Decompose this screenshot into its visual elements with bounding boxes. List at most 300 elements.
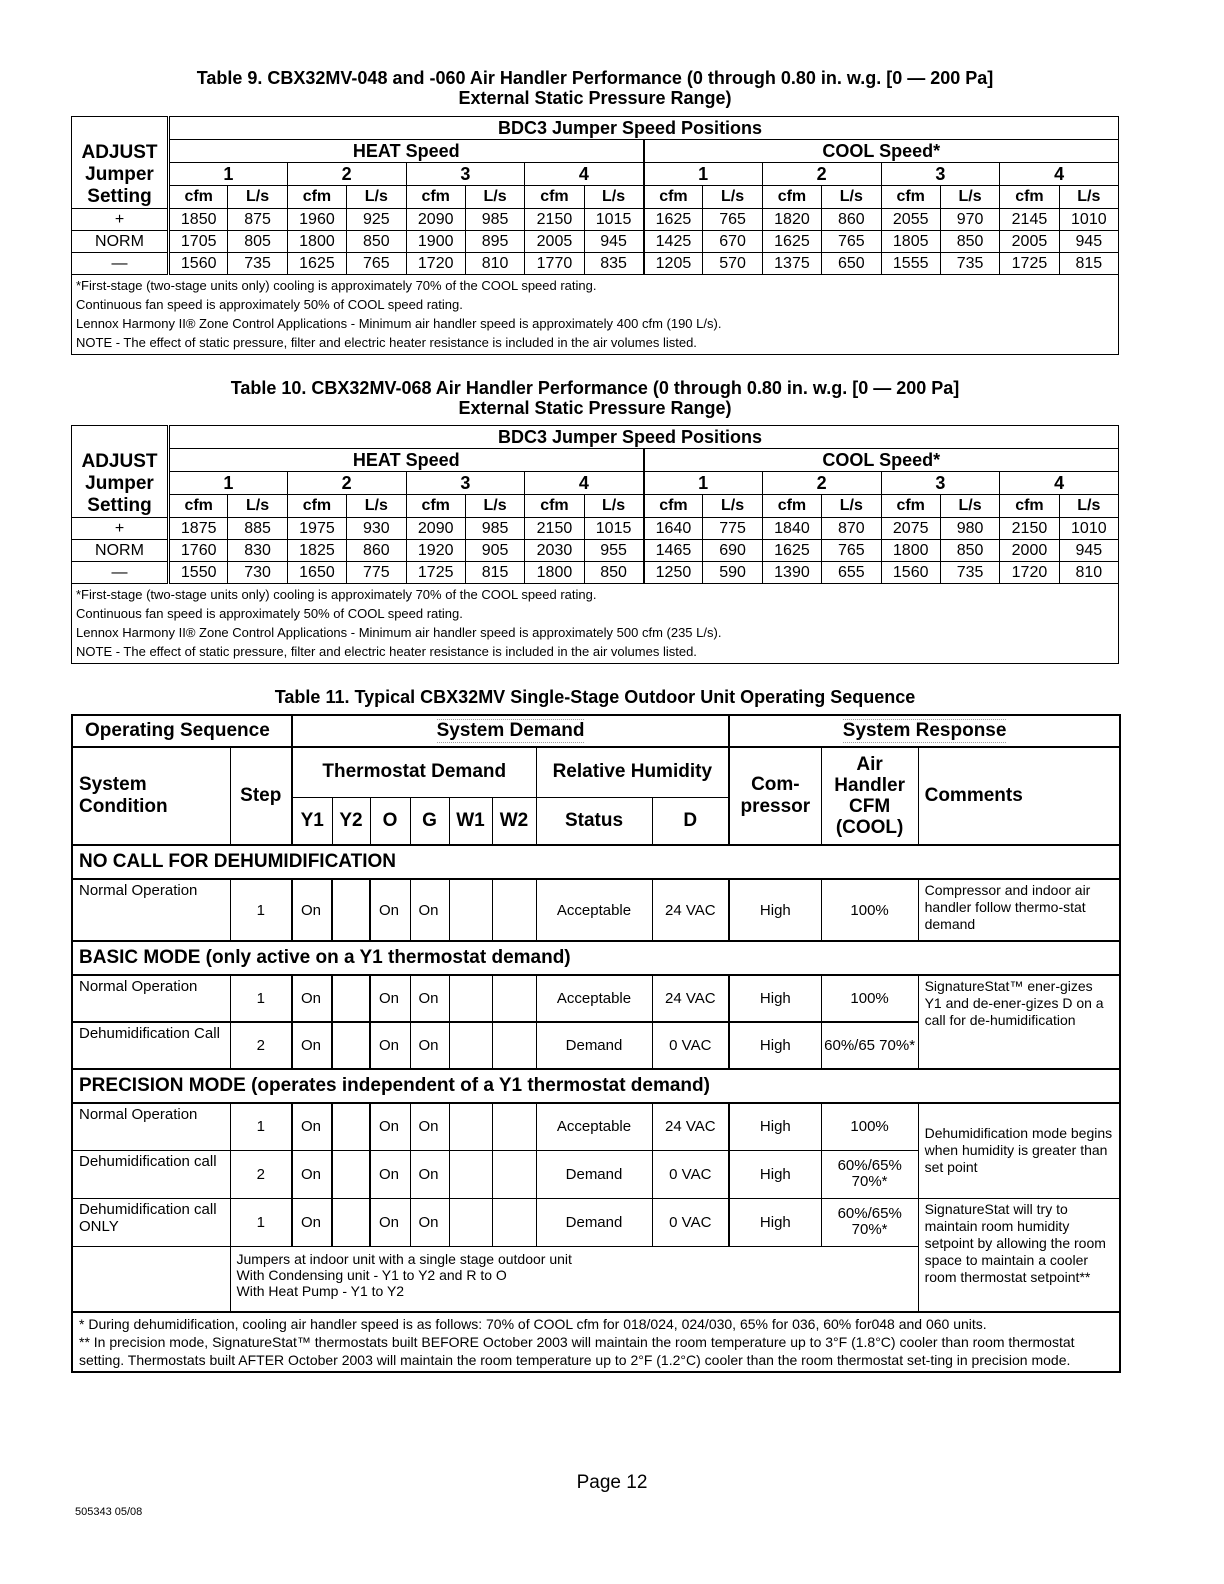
unit-header: cfm [287,186,346,209]
table10-caption [70,378,1120,418]
table-row [72,209,1119,231]
value-cell: 2090 [406,209,465,231]
table-row [72,231,1119,253]
d-cell: 24 VAC [652,975,729,1022]
value-cell: 670 [703,231,762,253]
speed-3-header: 3 [881,472,1000,495]
value-cell: 1010 [1059,518,1118,540]
system-response-header [729,715,1120,747]
table9-caption-line1: Table 9. CBX32MV-048 and -060 Air Handler Performance (0 through 0.80 in. w.g. [0 — 200 Pa] [196,68,994,88]
value-cell: 985 [465,209,524,231]
step-cell: 1 [230,879,292,941]
cfm-cell: 100% [821,975,918,1022]
value-cell: 885 [228,518,287,540]
operating-sequence-header [72,715,292,747]
jumper-setting-cell: + [72,518,169,540]
g-header: G [410,797,449,845]
unit-header: cfm [881,495,940,518]
w1-cell [449,1022,492,1069]
y1-cell: On [292,975,332,1022]
unit-header: L/s [465,495,524,518]
group-header-row [72,117,1119,140]
footnote: * During dehumidification, cooling air handler speed is as follows: 70% of COOL cfm for 018/024, 024/030, 65% for 036, 60% for048 and 060 units. [79,1316,987,1332]
table-row [72,879,1120,941]
value-cell: 1555 [881,253,940,275]
value-cell: 835 [584,253,643,275]
condition-cell: Normal Operation [72,975,230,1022]
value-cell: 860 [347,540,406,562]
bdc3-header: BDC3 Jumper Speed Positions [169,426,1119,449]
g-cell: On [410,975,449,1022]
value-cell: 1465 [644,540,703,562]
compressor-cell: High [729,879,821,941]
unit-header: L/s [584,495,643,518]
y1-cell: On [292,1103,332,1150]
w1-header: W1 [449,797,492,845]
d-cell: 0 VAC [652,1150,729,1198]
step-cell: 1 [230,975,292,1022]
jumpers-line: Jumpers at indoor unit with a single stage outdoor unit [236,1250,572,1267]
value-cell: 1550 [169,562,228,584]
w1-cell [449,1103,492,1150]
value-cell: 2150 [1000,518,1059,540]
cfm-cell: 60%/65 70%* [821,1022,918,1069]
w2-header: W2 [492,797,536,845]
value-cell: 1250 [644,562,703,584]
y1-cell: On [292,1022,332,1069]
note-line: Lennox Harmony II® Zone Control Applications - Minimum air handler speed is approximately 500 cfm (235 L/s). [76,625,722,640]
step-cell: 1 [230,1103,292,1150]
unit-header: L/s [1059,186,1118,209]
unit-header: L/s [822,495,881,518]
value-cell: 2000 [1000,540,1059,562]
operating-sequence-label: Operating Sequence [85,720,270,741]
heat-speed-header: HEAT Speed [169,140,644,163]
value-cell: 1760 [169,540,228,562]
value-cell: 1825 [287,540,346,562]
table11-header-row-1 [72,715,1120,747]
d-cell: 24 VAC [652,879,729,941]
value-cell: 765 [822,540,881,562]
y2-header: Y2 [332,797,370,845]
value-cell: 860 [822,209,881,231]
table9-caption [70,68,1120,108]
unit-header: L/s [940,495,999,518]
o-cell: On [370,1103,410,1150]
value-cell: 1725 [406,562,465,584]
unit-header: cfm [406,186,465,209]
value-cell: 1720 [1000,562,1059,584]
speed-1-header: 1 [644,163,763,186]
unit-header: cfm [881,186,940,209]
table9-caption-line2: External Static Pressure Range) [458,88,732,108]
speed-4-header: 4 [525,472,644,495]
w1-cell [449,1150,492,1198]
value-cell: 1010 [1059,209,1118,231]
o-cell: On [370,1150,410,1198]
o-cell: On [370,879,410,941]
speed-3-header: 3 [881,163,1000,186]
unit-header: L/s [703,186,762,209]
w2-cell [492,1198,536,1246]
value-cell: 1625 [644,209,703,231]
note-line: NOTE - The effect of static pressure, filter and electric heater resistance is included in the air volumes listed. [76,644,697,659]
cool-speed-header: COOL Speed* [644,449,1119,472]
table10-caption-line1: Table 10. CBX32MV-068 Air Handler Performance (0 through 0.80 in. w.g. [0 — 200 Pa] [230,378,960,398]
speed-header-row [72,163,1119,186]
table9-performance [71,116,1119,355]
value-cell: 1205 [644,253,703,275]
value-cell: 765 [703,209,762,231]
section-basic-mode [72,941,1120,975]
value-cell: 775 [703,518,762,540]
y1-header: Y1 [292,797,332,845]
value-cell: 570 [703,253,762,275]
value-cell: 1650 [287,562,346,584]
compressor-cell: High [729,1150,821,1198]
value-cell: 1375 [762,253,821,275]
speed-2-header: 2 [287,163,406,186]
y2-cell [332,1022,370,1069]
setting-label: Setting [87,495,152,516]
table-notes [72,584,1119,664]
value-cell: 815 [1059,253,1118,275]
notes-row [72,584,1119,664]
cfm-cell: 60%/65% 70%* [821,1198,918,1246]
unit-header: L/s [940,186,999,209]
jumpers-line: With Heat Pump - Y1 to Y2 [236,1282,405,1299]
step-cell: 1 [230,1198,292,1246]
heat-speed-header: HEAT Speed [169,449,644,472]
w1-cell [449,1198,492,1246]
compressor-cell: High [729,1022,821,1069]
unit-header: cfm [644,495,703,518]
g-cell: On [410,1022,449,1069]
value-cell: 1425 [644,231,703,253]
comment-cell: Dehumidification mode begins when humidity is greater than set point [918,1103,1120,1198]
y2-cell [332,1198,370,1246]
unit-header: cfm [762,186,821,209]
status-cell: Acceptable [536,975,652,1022]
value-cell: 655 [822,562,881,584]
speed-2-header: 2 [762,472,881,495]
value-cell: 1015 [584,518,643,540]
unit-header: L/s [822,186,881,209]
value-cell: 945 [584,231,643,253]
value-cell: 730 [228,562,287,584]
g-cell: On [410,1150,449,1198]
note-line: NOTE - The effect of static pressure, filter and electric heater resistance is included in the air volumes listed. [76,335,697,350]
value-cell: 735 [228,253,287,275]
section-title: PRECISION MODE (operates independent of a Y1 thermostat demand) [72,1069,1120,1103]
table-row [72,562,1119,584]
note-line: Continuous fan speed is approximately 50% of COOL speed rating. [76,297,463,312]
value-cell: 1720 [406,253,465,275]
comment-cell: SignatureStat™ ener-gizes Y1 and de-ener-gizes D on a call for de-humidification [918,975,1120,1069]
table-row [72,518,1119,540]
value-cell: 1625 [762,540,821,562]
unit-header: L/s [584,186,643,209]
table-row [72,1103,1120,1150]
jumper-setting-cell: + [72,209,169,231]
unit-header: L/s [1059,495,1118,518]
jumper-setting-cell: NORM [72,231,169,253]
table-notes [72,275,1119,355]
unit-header: cfm [1000,495,1059,518]
table-row [72,975,1120,1022]
setting-label: Setting [87,186,152,207]
jumper-setting-cell: — [72,253,169,275]
compressor-cell: High [729,1198,821,1246]
y1-cell: On [292,1198,332,1246]
speed-2-header: 2 [762,163,881,186]
unit-header: cfm [1000,186,1059,209]
status-header: Status [536,797,652,845]
unit-header: L/s [465,186,524,209]
footnotes-row [72,1312,1120,1372]
value-cell: 810 [465,253,524,275]
speed-3-header: 3 [406,163,525,186]
value-cell: 1840 [762,518,821,540]
value-cell: 2150 [525,209,584,231]
value-cell: 1805 [881,231,940,253]
value-cell: 830 [228,540,287,562]
value-cell: 945 [1059,540,1118,562]
value-cell: 1625 [762,231,821,253]
value-cell: 1920 [406,540,465,562]
value-cell: 735 [940,253,999,275]
value-cell: 970 [940,209,999,231]
page-number: Page 12 [576,1472,648,1493]
cfm-cell: 100% [821,879,918,941]
value-cell: 1960 [287,209,346,231]
value-cell: 1800 [881,540,940,562]
note-line: Continuous fan speed is approximately 50% of COOL speed rating. [76,606,463,621]
unit-header: L/s [228,186,287,209]
step-cell: 2 [230,1150,292,1198]
jumpers-empty-cell [72,1246,230,1312]
w2-cell [492,1150,536,1198]
adjust-jumper-setting-header [72,117,169,209]
value-cell: 875 [228,209,287,231]
section-title: BASIC MODE (only active on a Y1 thermostat demand) [72,941,1120,975]
value-cell: 1850 [169,209,228,231]
speed-1-header: 1 [644,472,763,495]
table-row [72,253,1119,275]
value-cell: 850 [940,231,999,253]
compressor-cell: High [729,975,821,1022]
notes-row [72,275,1119,355]
jumpers-line: With Condensing unit - Y1 to Y2 and R to O [236,1266,507,1283]
g-cell: On [410,1198,449,1246]
unit-header-row [72,495,1119,518]
table-row [72,1198,1120,1246]
unit-header: L/s [347,186,406,209]
speed-1-header: 1 [169,472,288,495]
compressor-cell: High [729,1103,821,1150]
g-cell: On [410,1103,449,1150]
value-cell: 810 [1059,562,1118,584]
unit-header: L/s [228,495,287,518]
mode-header-row [72,140,1119,163]
speed-4-header: 4 [525,163,644,186]
value-cell: 1640 [644,518,703,540]
value-cell: 870 [822,518,881,540]
cool-speed-header: COOL Speed* [644,140,1119,163]
cfm-cell: 100% [821,1103,918,1150]
comments-header: Comments [918,747,1120,845]
unit-header: L/s [703,495,762,518]
value-cell: 1975 [287,518,346,540]
value-cell: 2145 [1000,209,1059,231]
value-cell: 2075 [881,518,940,540]
value-cell: 895 [465,231,524,253]
jumper-label: Jumper [85,473,154,494]
relative-humidity-header: Relative Humidity [536,747,729,797]
speed-header-row [72,472,1119,495]
table11-caption: Table 11. Typical CBX32MV Single-Stage Outdoor Unit Operating Sequence [274,687,916,707]
d-cell: 0 VAC [652,1198,729,1246]
condition-cell: Dehumidification Call [72,1022,230,1069]
value-cell: 2005 [1000,231,1059,253]
condition-cell: Dehumidification call ONLY [72,1198,230,1246]
unit-header: cfm [525,495,584,518]
speed-1-header: 1 [169,163,288,186]
y1-cell: On [292,1150,332,1198]
unit-header: cfm [644,186,703,209]
comment-cell: Compressor and indoor air handler follow thermo-stat demand [918,879,1120,941]
adjust-label: ADJUST [81,142,158,163]
value-cell: 690 [703,540,762,562]
d-cell: 24 VAC [652,1103,729,1150]
note-line: *First-stage (two-stage units only) cooling is approximately 70% of the COOL speed rating. [76,278,597,293]
table-row [72,540,1119,562]
compressor-header: Com- pressor [729,747,821,845]
unit-header: cfm [762,495,821,518]
value-cell: 2090 [406,518,465,540]
bdc3-header: BDC3 Jumper Speed Positions [169,117,1119,140]
o-cell: On [370,1022,410,1069]
status-cell: Demand [536,1150,652,1198]
o-header: O [370,797,410,845]
value-cell: 1800 [287,231,346,253]
value-cell: 1875 [169,518,228,540]
value-cell: 1625 [287,253,346,275]
speed-4-header: 4 [1000,163,1119,186]
footnote: ** In precision mode, SignatureStat™ thermostats built BEFORE October 2003 will maintain the room temperature up to 3°F (1.8°C) cooler than room thermostat setting. Thermostats built AFTER October 2003 will maintain the room temperature up to 2°F (1.2°C) cooler than the room thermostat set-ting in precision mode. [79,1334,1075,1368]
table11-operating-sequence [71,714,1121,1373]
status-cell: Acceptable [536,1103,652,1150]
footnotes [72,1312,1120,1372]
value-cell: 955 [584,540,643,562]
w1-cell [449,879,492,941]
speed-4-header: 4 [1000,472,1119,495]
jumpers-note [230,1246,918,1312]
value-cell: 1725 [1000,253,1059,275]
value-cell: 850 [940,540,999,562]
note-line: Lennox Harmony II® Zone Control Applications - Minimum air handler speed is approximately 400 cfm (190 L/s). [76,316,722,331]
value-cell: 2030 [525,540,584,562]
section-precision-mode [72,1069,1120,1103]
speed-2-header: 2 [287,472,406,495]
value-cell: 815 [465,562,524,584]
w1-cell [449,975,492,1022]
section-no-call [72,845,1120,879]
value-cell: 980 [940,518,999,540]
value-cell: 765 [822,231,881,253]
table11-header-row-2 [72,747,1120,797]
o-cell: On [370,975,410,1022]
status-cell: Acceptable [536,879,652,941]
document-code: 505343 05/08 [75,1506,143,1518]
w2-cell [492,975,536,1022]
d-header: D [652,797,729,845]
system-response-label: System Response [842,720,1007,741]
value-cell: 2055 [881,209,940,231]
value-cell: 805 [228,231,287,253]
y2-cell [332,1150,370,1198]
value-cell: 2005 [525,231,584,253]
system-demand-label: System Demand [436,720,585,741]
condition-cell: Normal Operation [72,879,230,941]
value-cell: 1390 [762,562,821,584]
status-cell: Demand [536,1198,652,1246]
y2-cell [332,879,370,941]
value-cell: 2150 [525,518,584,540]
unit-header: cfm [525,186,584,209]
adjust-jumper-setting-header [72,426,169,518]
unit-header: cfm [169,495,228,518]
y1-cell: On [292,879,332,941]
value-cell: 735 [940,562,999,584]
o-cell: On [370,1198,410,1246]
unit-header: cfm [406,495,465,518]
y2-cell [332,1103,370,1150]
d-cell: 0 VAC [652,1022,729,1069]
group-header-row [72,426,1119,449]
thermostat-demand-header: Thermostat Demand [292,747,536,797]
value-cell: 1820 [762,209,821,231]
system-condition-header: System Condition [72,747,230,845]
unit-header: L/s [347,495,406,518]
value-cell: 590 [703,562,762,584]
table10-caption-line2: External Static Pressure Range) [458,398,732,418]
value-cell: 850 [347,231,406,253]
value-cell: 1560 [881,562,940,584]
status-cell: Demand [536,1022,652,1069]
value-cell: 945 [1059,231,1118,253]
w2-cell [492,1103,536,1150]
value-cell: 930 [347,518,406,540]
value-cell: 1015 [584,209,643,231]
w2-cell [492,879,536,941]
value-cell: 850 [584,562,643,584]
unit-header: cfm [169,186,228,209]
cfm-cell: 60%/65% 70%* [821,1150,918,1198]
value-cell: 1770 [525,253,584,275]
value-cell: 925 [347,209,406,231]
jumper-setting-cell: — [72,562,169,584]
value-cell: 775 [347,562,406,584]
speed-3-header: 3 [406,472,525,495]
value-cell: 1900 [406,231,465,253]
unit-header: cfm [287,495,346,518]
condition-cell: Dehumidification call [72,1150,230,1198]
comment-cell: SignatureStat will try to maintain room humidity setpoint by allowing the room space to maintain a cooler room thermostat setpoint** [918,1198,1120,1312]
adjust-label: ADJUST [81,451,158,472]
g-cell: On [410,879,449,941]
y2-cell [332,975,370,1022]
